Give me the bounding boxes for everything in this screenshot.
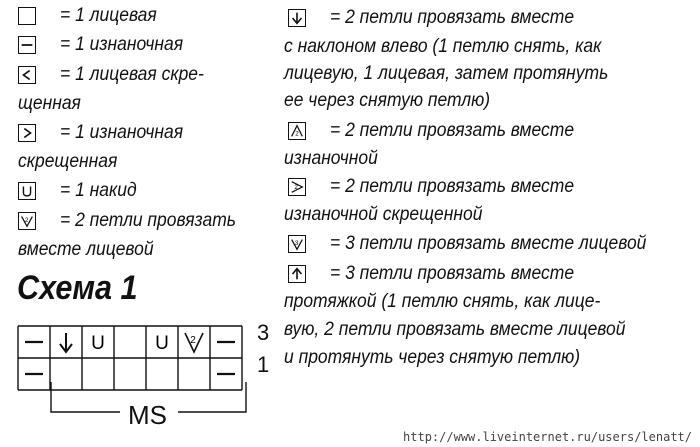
legend-cdd-text-3: вую, 2 петли провязать вместе лицевой [284,319,626,340]
legend-ssk-text-2: с наклоном влево (1 петлю снять, как [284,36,602,57]
svg-text:2: 2 [294,184,298,192]
repeat-label: MS [128,400,167,430]
legend-ssk-text: = 2 петли провязать вместе [330,7,575,28]
svg-text:U: U [91,333,105,354]
legend-cdd-text-2: протяжкой (1 петлю снять, как лице- [284,291,601,312]
svg-text:3: 3 [294,239,299,247]
legend-ssk-text-3: лицевую, 1 лицевая, затем протянуть [284,63,609,84]
legend-k2tog-text: = 2 петли провязать [60,210,236,231]
legend-ssk-text-4: ее через снятую петлю) [284,90,491,111]
legend-purl-tbl-text-2: скрещенная [18,151,118,172]
legend-p2tog-text: = 2 петли провязать вместе [330,120,575,141]
legend-k2tog-text-2: вместе лицевой [18,239,154,260]
legend-purl-tbl-text: = 1 изнаночная [60,122,184,143]
legend-knit-tbl-text-2: щенная [18,93,81,114]
legend-cdd-text: = 3 петли провязать вместе [330,263,575,284]
watermark-url: http://www.liveinternet.ru/users/lenatt/ [403,430,692,444]
legend-cdd-text-4: и протянуть через снятую петлю) [284,347,581,368]
scheme-title: Схема 1 [17,269,138,307]
legend-knit-text: = 1 лицевая [60,5,157,26]
legend-p2tog-tbl-text: = 2 петли провязать вместе [330,176,575,197]
svg-text:2: 2 [24,216,29,224]
svg-text:2: 2 [295,130,299,138]
legend-p2tog-text-2: изнаночной [284,148,378,169]
row-number-1: 1 [257,352,270,377]
legend-purl-text: = 1 изнаночная [60,34,184,55]
legend-knit-tbl-text: = 1 лицевая скре- [60,64,204,85]
svg-text:2: 2 [190,335,196,346]
svg-text:U: U [155,333,169,354]
legend-p2tog-tbl-text-2: изнаночной скрещенной [284,204,483,225]
row-number-3: 3 [257,320,270,345]
legend-k3tog-text: = 3 петли провязать вместе лицевой [330,233,647,254]
legend-yo-text: = 1 накид [60,180,137,201]
